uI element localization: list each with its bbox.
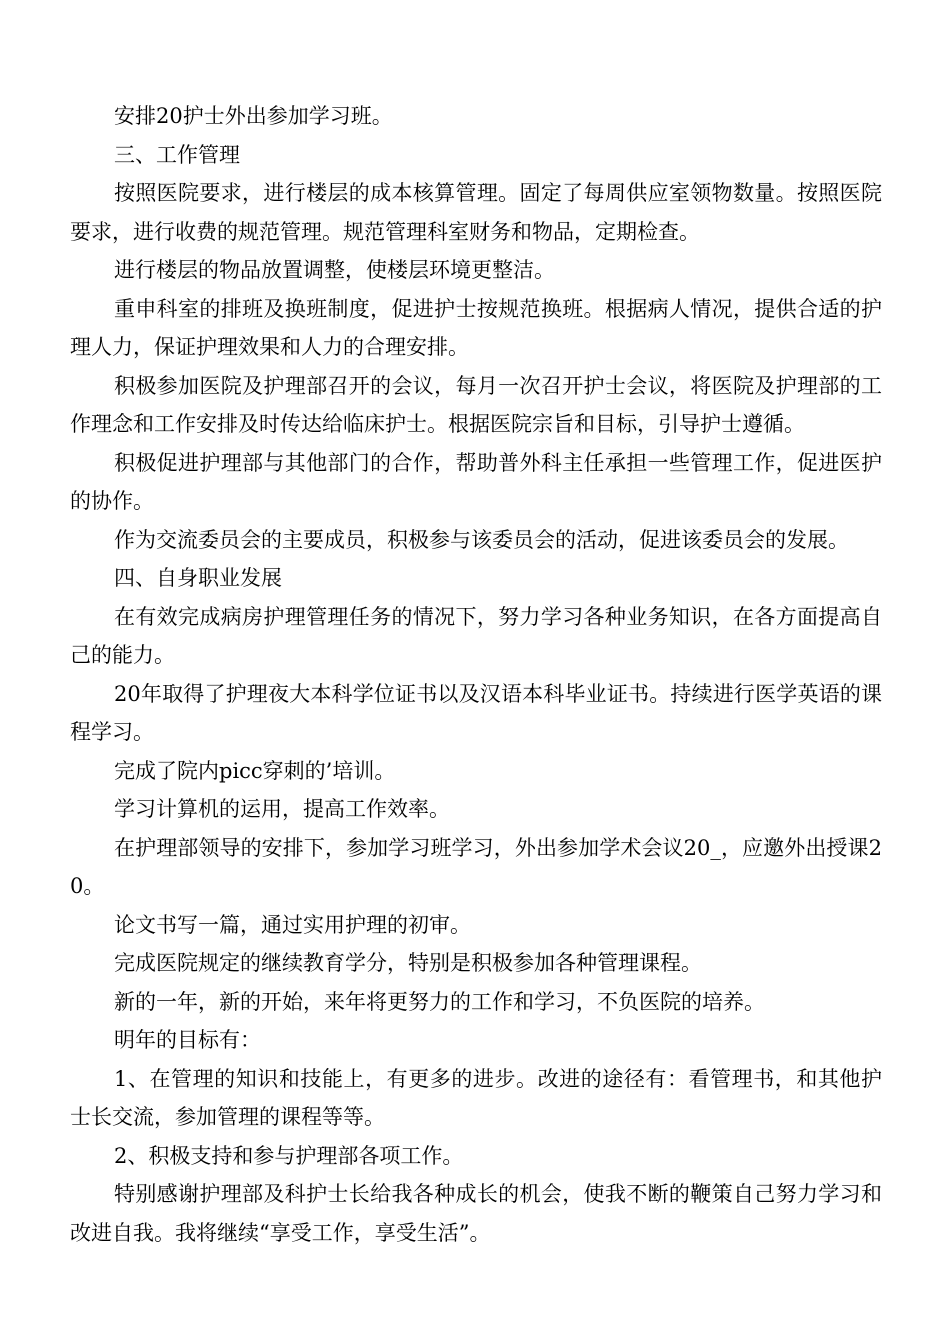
paragraph-goals-heading: 明年的目标有： bbox=[114, 1028, 261, 1052]
paragraph-thesis: 论文书写一篇，通过实用护理的初审。 bbox=[114, 912, 471, 937]
paragraph-cooperation: 积极促进护理部与其他部门的合作，帮助普外科主任承担一些管理工作，促进医护的协作。 bbox=[70, 450, 882, 513]
paragraph-certificates: 20年取得了护理夜大本科学位证书以及汉语本科毕业证书。持续进行医学英语的课程学习。 bbox=[70, 681, 882, 744]
paragraph-goal-2: 2、积极支持和参与护理部各项工作。 bbox=[114, 1143, 464, 1168]
paragraph-conferences: 在护理部领导的安排下，参加学习班学习，外出参加学术会议20_，应邀外出授课20。 bbox=[70, 835, 882, 898]
paragraph-meetings: 积极参加医院及护理部召开的会议，每月一次召开护士会议，将医院及护理部的工作理念和工作安排及时传达给临床护士。根据医院宗旨和目标，引导护士遵循。 bbox=[70, 373, 882, 436]
paragraph-committee: 作为交流委员会的主要成员，积极参与该委员会的活动，促进该委员会的发展。 bbox=[114, 527, 849, 552]
paragraph-picc-training: 完成了院内picc穿刺的’培训。 bbox=[114, 758, 396, 783]
paragraph-thanks: 特别感谢护理部及科护士长给我各种成长的机会，使我不断的鞭策自己努力学习和改进自我。我将继续“享受工作，享受生活”。 bbox=[70, 1182, 882, 1245]
paragraph-floor-arrangement: 进行楼层的物品放置调整，使楼层环境更整洁。 bbox=[114, 258, 555, 282]
document-body bbox=[70, 97, 882, 1252]
paragraph-continuing-education: 完成医院规定的继续教育学分，特别是积极参加各种管理课程。 bbox=[114, 951, 702, 975]
paragraph-cost-management: 按照医院要求，进行楼层的成本核算管理。固定了每周供应室领物数量。按照医院要求，进行收费的规范管理。规范管理科室财务和物品，定期检查。 bbox=[70, 181, 882, 244]
paragraph-new-year: 新的一年，新的开始，来年将更努力的工作和学习，不负医院的培养。 bbox=[114, 989, 765, 1014]
section-heading-work-management: 三、工作管理 bbox=[114, 142, 240, 167]
paragraph-goal-1: 1、在管理的知识和技能上，有更多的进步。改进的途径有：看管理书，和其他护士长交流，参加管理的课程等等。 bbox=[70, 1066, 882, 1129]
paragraph-study: 在有效完成病房护理管理任务的情况下，努力学习各种业务知识，在各方面提高自己的能力。 bbox=[70, 604, 882, 667]
paragraph-computer-skills: 学习计算机的运用，提高工作效率。 bbox=[114, 797, 450, 821]
section-heading-career-development: 四、自身职业发展 bbox=[114, 566, 282, 590]
paragraph-shift-system: 重申科室的排班及换班制度，促进护士按规范换班。根据病人情况，提供合适的护理人力，保证护理效果和人力的合理安排。 bbox=[70, 296, 882, 359]
paragraph-training-arrangement: 安排20护士外出参加学习班。 bbox=[114, 104, 393, 128]
